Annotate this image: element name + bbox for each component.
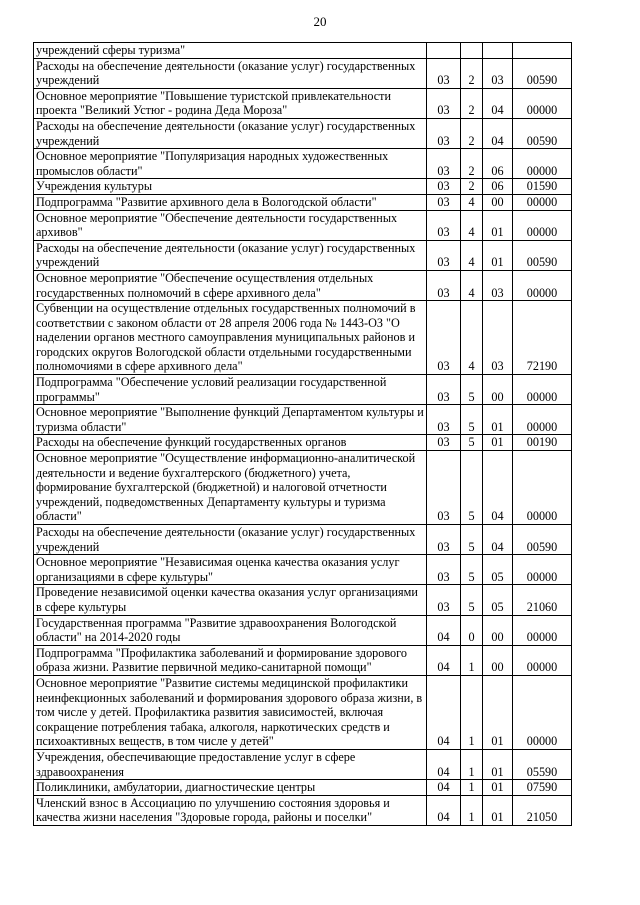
table-row <box>34 149 572 179</box>
code-activity: 04 <box>483 88 513 118</box>
code-expense: 00000 <box>513 194 572 210</box>
code-expense: 00000 <box>513 375 572 405</box>
code-section: 04 <box>427 675 461 749</box>
table-row <box>34 780 572 796</box>
table-row <box>34 88 572 118</box>
code-expense <box>513 43 572 59</box>
row-description: учреждений сферы туризма" <box>34 43 427 59</box>
code-subprogram: 5 <box>461 525 483 555</box>
code-section: 04 <box>427 780 461 796</box>
row-description: Основное мероприятие "Осуществление информационно-аналитической деятельности и ведение бухгалтерского (бюджетного) учета, формирование бухгалтерской (бюджетной) и налоговой отчетности учреждений, подведомственных Департаменту культуры и туризма области" <box>34 451 427 525</box>
code-section: 03 <box>427 301 461 375</box>
code-section: 03 <box>427 451 461 525</box>
code-expense: 00590 <box>513 58 572 88</box>
code-activity: 00 <box>483 194 513 210</box>
table-row <box>34 585 572 615</box>
budget-table-body <box>34 43 572 826</box>
row-description: Субвенции на осуществление отдельных государственных полномочий в соответствии с законом области от 28 апреля 2006 года № 1443-ОЗ "О наделении органов местного самоуправления муниципальных районов и городских округов Вологодской области отдельными государственными полномочиями в сфере архивного дела" <box>34 301 427 375</box>
code-expense: 00190 <box>513 435 572 451</box>
code-section: 03 <box>427 375 461 405</box>
code-section: 03 <box>427 240 461 270</box>
row-description: Подпрограмма "Обеспечение условий реализации государственной программы" <box>34 375 427 405</box>
code-activity: 04 <box>483 118 513 148</box>
code-subprogram: 1 <box>461 780 483 796</box>
code-subprogram: 2 <box>461 118 483 148</box>
row-description: Государственная программа "Развитие здравоохранения Вологодской области" на 2014-2020 годы <box>34 615 427 645</box>
code-subprogram: 5 <box>461 375 483 405</box>
table-row <box>34 270 572 300</box>
code-expense: 00000 <box>513 270 572 300</box>
code-section: 03 <box>427 149 461 179</box>
code-activity: 06 <box>483 179 513 195</box>
table-row <box>34 675 572 749</box>
row-description: Расходы на обеспечение деятельности (оказание услуг) государственных учреждений <box>34 58 427 88</box>
code-expense: 21050 <box>513 795 572 825</box>
table-row <box>34 58 572 88</box>
code-expense: 01590 <box>513 179 572 195</box>
row-description: Подпрограмма "Профилактика заболеваний и формирование здорового образа жизни. Развитие первичной медико-санитарной помощи" <box>34 645 427 675</box>
code-activity: 04 <box>483 525 513 555</box>
code-section: 03 <box>427 435 461 451</box>
budget-table <box>33 42 572 826</box>
table-row <box>34 118 572 148</box>
code-expense: 00000 <box>513 88 572 118</box>
code-expense: 00000 <box>513 645 572 675</box>
code-activity: 01 <box>483 240 513 270</box>
code-section: 03 <box>427 405 461 435</box>
table-row <box>34 240 572 270</box>
code-activity: 03 <box>483 270 513 300</box>
code-subprogram: 2 <box>461 88 483 118</box>
code-section: 03 <box>427 118 461 148</box>
row-description: Учреждения, обеспечивающие предоставление услуг в сфере здравоохранения <box>34 749 427 779</box>
code-expense: 07590 <box>513 780 572 796</box>
table-row <box>34 435 572 451</box>
code-section: 03 <box>427 58 461 88</box>
code-subprogram: 1 <box>461 749 483 779</box>
table-row <box>34 645 572 675</box>
row-description: Основное мероприятие "Независимая оценка качества оказания услуг организациями в сфере культуры" <box>34 555 427 585</box>
code-expense: 00590 <box>513 240 572 270</box>
code-activity: 01 <box>483 749 513 779</box>
table-row <box>34 555 572 585</box>
code-activity: 00 <box>483 375 513 405</box>
code-subprogram: 5 <box>461 405 483 435</box>
code-subprogram: 1 <box>461 795 483 825</box>
code-section: 04 <box>427 795 461 825</box>
code-section: 04 <box>427 615 461 645</box>
code-activity: 01 <box>483 435 513 451</box>
code-subprogram: 2 <box>461 58 483 88</box>
code-section: 03 <box>427 194 461 210</box>
table-row <box>34 525 572 555</box>
code-expense: 00000 <box>513 405 572 435</box>
code-subprogram <box>461 43 483 59</box>
row-description: Членский взнос в Ассоциацию по улучшению состояния здоровья и качества жизни населения "Здоровые города, районы и поселки" <box>34 795 427 825</box>
table-row <box>34 615 572 645</box>
code-activity: 00 <box>483 645 513 675</box>
code-subprogram: 4 <box>461 194 483 210</box>
code-expense: 21060 <box>513 585 572 615</box>
code-section: 04 <box>427 645 461 675</box>
table-row <box>34 405 572 435</box>
code-activity: 03 <box>483 58 513 88</box>
code-expense: 00000 <box>513 615 572 645</box>
code-subprogram: 1 <box>461 675 483 749</box>
code-section: 03 <box>427 88 461 118</box>
table-row <box>34 43 572 59</box>
code-expense: 00000 <box>513 149 572 179</box>
table-row <box>34 795 572 825</box>
table-row <box>34 301 572 375</box>
code-subprogram: 5 <box>461 585 483 615</box>
code-section: 03 <box>427 585 461 615</box>
row-description: Основное мероприятие "Популяризация народных художественных промыслов области" <box>34 149 427 179</box>
code-section: 03 <box>427 270 461 300</box>
code-activity: 01 <box>483 675 513 749</box>
row-description: Основное мероприятие "Развитие системы медицинской профилактики неинфекционных заболеваний и формирования здорового образа жизни, в том числе у детей. Профилактика развития зависимостей, включая сокращение потребления табака, алкоголя, наркотических средств и психоактивных веществ, в том числе у детей" <box>34 675 427 749</box>
code-activity: 04 <box>483 451 513 525</box>
code-section: 03 <box>427 179 461 195</box>
code-subprogram: 0 <box>461 615 483 645</box>
code-section: 03 <box>427 555 461 585</box>
code-expense: 72190 <box>513 301 572 375</box>
code-subprogram: 4 <box>461 210 483 240</box>
row-description: Подпрограмма "Развитие архивного дела в Вологодской области" <box>34 194 427 210</box>
row-description: Расходы на обеспечение функций государственных органов <box>34 435 427 451</box>
code-activity: 05 <box>483 555 513 585</box>
code-expense: 00590 <box>513 118 572 148</box>
code-activity <box>483 43 513 59</box>
table-row <box>34 375 572 405</box>
code-subprogram: 4 <box>461 301 483 375</box>
code-subprogram: 2 <box>461 179 483 195</box>
code-activity: 01 <box>483 780 513 796</box>
code-subprogram: 4 <box>461 270 483 300</box>
code-activity: 01 <box>483 795 513 825</box>
code-subprogram: 4 <box>461 240 483 270</box>
row-description: Расходы на обеспечение деятельности (оказание услуг) государственных учреждений <box>34 525 427 555</box>
row-description: Основное мероприятие "Повышение туристской привлекательности проекта "Великий Устюг - родина Деда Мороза" <box>34 88 427 118</box>
table-row <box>34 194 572 210</box>
table-row <box>34 451 572 525</box>
code-activity: 03 <box>483 301 513 375</box>
table-row <box>34 749 572 779</box>
code-expense: 00000 <box>513 210 572 240</box>
row-description: Основное мероприятие "Выполнение функций Департаментом культуры и туризма области" <box>34 405 427 435</box>
table-row <box>34 179 572 195</box>
code-subprogram: 1 <box>461 645 483 675</box>
code-section: 03 <box>427 525 461 555</box>
code-activity: 01 <box>483 405 513 435</box>
code-activity: 05 <box>483 585 513 615</box>
row-description: Учреждения культуры <box>34 179 427 195</box>
code-activity: 06 <box>483 149 513 179</box>
code-section <box>427 43 461 59</box>
code-subprogram: 2 <box>461 149 483 179</box>
table-row <box>34 210 572 240</box>
row-description: Расходы на обеспечение деятельности (оказание услуг) государственных учреждений <box>34 240 427 270</box>
row-description: Поликлиники, амбулатории, диагностические центры <box>34 780 427 796</box>
code-activity: 01 <box>483 210 513 240</box>
code-subprogram: 5 <box>461 555 483 585</box>
code-expense: 00000 <box>513 555 572 585</box>
row-description: Проведение независимой оценки качества оказания услуг организациями в сфере культуры <box>34 585 427 615</box>
code-subprogram: 5 <box>461 435 483 451</box>
row-description: Основное мероприятие "Обеспечение деятельности государственных архивов" <box>34 210 427 240</box>
code-expense: 00000 <box>513 675 572 749</box>
code-section: 04 <box>427 749 461 779</box>
code-section: 03 <box>427 210 461 240</box>
code-subprogram: 5 <box>461 451 483 525</box>
code-expense: 05590 <box>513 749 572 779</box>
code-expense: 00590 <box>513 525 572 555</box>
code-expense: 00000 <box>513 451 572 525</box>
code-activity: 00 <box>483 615 513 645</box>
row-description: Расходы на обеспечение деятельности (оказание услуг) государственных учреждений <box>34 118 427 148</box>
page-number: 20 <box>313 14 327 29</box>
row-description: Основное мероприятие "Обеспечение осуществления отдельных государственных полномочий в сфере архивного дела" <box>34 270 427 300</box>
